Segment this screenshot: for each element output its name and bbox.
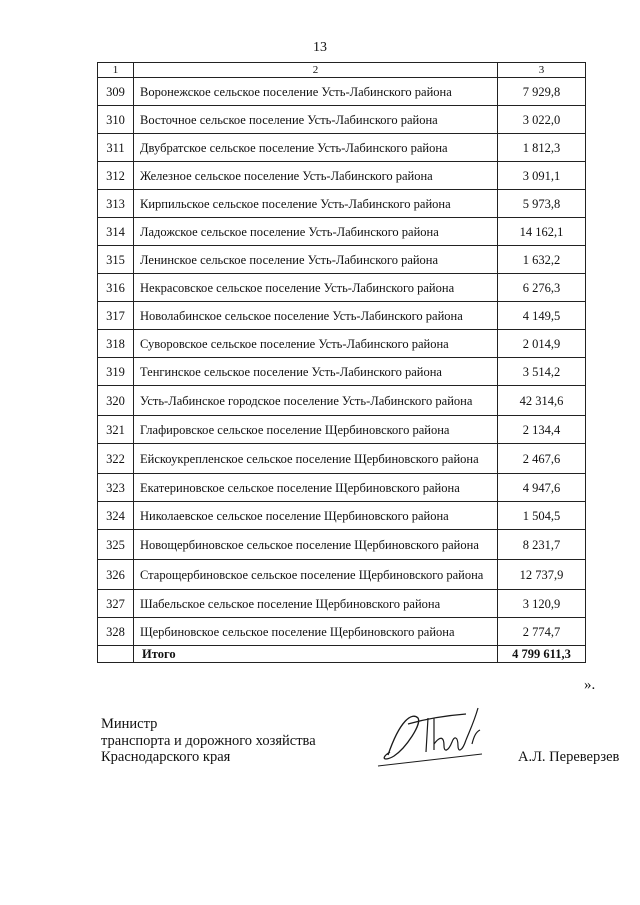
amount-value: 1 504,5 [498, 502, 586, 530]
closing-quote: ». [584, 677, 596, 693]
row-number: 322 [98, 444, 134, 474]
settlement-name: Двубратское сельское поселение Усть-Лабинского района [134, 134, 498, 162]
row-number: 328 [98, 618, 134, 646]
row-number: 321 [98, 416, 134, 444]
row-number: 313 [98, 190, 134, 218]
table-row [98, 560, 586, 590]
settlement-name: Николаевское сельское поселение Щербиновского района [134, 502, 498, 530]
table-row [98, 274, 586, 302]
amount-value: 5 973,8 [498, 190, 586, 218]
table-row [98, 162, 586, 190]
row-number: 320 [98, 386, 134, 416]
column-header-number: 1 [98, 63, 134, 78]
amount-value: 3 120,9 [498, 590, 586, 618]
table-row [98, 474, 586, 502]
row-number: 326 [98, 560, 134, 590]
amount-value: 4 149,5 [498, 302, 586, 330]
table-header-row [98, 63, 586, 78]
column-header-value: 3 [498, 63, 586, 78]
settlement-name: Глафировское сельское поселение Щербиновского района [134, 416, 498, 444]
amount-value: 2 467,6 [498, 444, 586, 474]
signatory-position [101, 716, 316, 766]
amount-value: 42 314,6 [498, 386, 586, 416]
total-row [98, 646, 586, 663]
table-row [98, 190, 586, 218]
page-number: 13 [313, 40, 327, 55]
settlement-name: Железное сельское поселение Усть-Лабинского района [134, 162, 498, 190]
row-number: 315 [98, 246, 134, 274]
amount-value: 3 091,1 [498, 162, 586, 190]
settlement-name: Старощербиновское сельское поселение Щербиновского района [134, 560, 498, 590]
settlement-name: Щербиновское сельское поселение Щербиновского района [134, 618, 498, 646]
amount-value: 2 774,7 [498, 618, 586, 646]
row-number: 324 [98, 502, 134, 530]
table-row [98, 330, 586, 358]
table-row [98, 302, 586, 330]
total-label: Итого [134, 646, 498, 663]
column-header-name: 2 [134, 63, 498, 78]
table-row [98, 134, 586, 162]
table-row [98, 78, 586, 106]
amount-value: 3 022,0 [498, 106, 586, 134]
settlement-name: Новолабинское сельское поселение Усть-Лабинского района [134, 302, 498, 330]
row-number: 311 [98, 134, 134, 162]
settlement-name: Тенгинское сельское поселение Усть-Лабинского района [134, 358, 498, 386]
amount-value: 8 231,7 [498, 530, 586, 560]
table-row [98, 358, 586, 386]
table-row [98, 530, 586, 560]
total-value: 4 799 611,3 [498, 646, 586, 663]
settlement-name: Екатериновское сельское поселение Щербиновского района [134, 474, 498, 502]
amount-value: 1 812,3 [498, 134, 586, 162]
settlement-name: Ленинское сельское поселение Усть-Лабинского района [134, 246, 498, 274]
settlement-name: Шабельское сельское поселение Щербиновского района [134, 590, 498, 618]
amount-value: 4 947,6 [498, 474, 586, 502]
settlement-name: Новощербиновское сельское поселение Щербиновского района [134, 530, 498, 560]
settlement-name: Суворовское сельское поселение Усть-Лабинского района [134, 330, 498, 358]
row-number: 316 [98, 274, 134, 302]
amount-value: 2 014,9 [498, 330, 586, 358]
amount-value: 3 514,2 [498, 358, 586, 386]
row-number: 319 [98, 358, 134, 386]
table-row [98, 218, 586, 246]
amount-value: 14 162,1 [498, 218, 586, 246]
position-line: Краснодарского края [101, 749, 231, 765]
amount-value: 2 134,4 [498, 416, 586, 444]
settlement-name: Кирпильское сельское поселение Усть-Лабинского района [134, 190, 498, 218]
row-number: 323 [98, 474, 134, 502]
amount-value: 12 737,9 [498, 560, 586, 590]
settlement-name: Некрасовское сельское поселение Усть-Лабинского района [134, 274, 498, 302]
row-number: 309 [98, 78, 134, 106]
table-row [98, 416, 586, 444]
signatory-name: А.Л. Переверзев [518, 749, 620, 765]
amount-value: 1 632,2 [498, 246, 586, 274]
table-row [98, 246, 586, 274]
settlement-name: Усть-Лабинское городское поселение Усть-Лабинского района [134, 386, 498, 416]
data-table [97, 62, 586, 663]
row-number: 312 [98, 162, 134, 190]
row-number: 314 [98, 218, 134, 246]
total-empty-cell [98, 646, 134, 663]
settlement-name: Ейскоукрепленское сельское поселение Щербиновского района [134, 444, 498, 474]
row-number: 325 [98, 530, 134, 560]
row-number: 318 [98, 330, 134, 358]
settlement-name: Ладожское сельское поселение Усть-Лабинского района [134, 218, 498, 246]
amount-value: 6 276,3 [498, 274, 586, 302]
table-row [98, 590, 586, 618]
row-number: 310 [98, 106, 134, 134]
table-row [98, 106, 586, 134]
amount-value: 7 929,8 [498, 78, 586, 106]
table-row [98, 444, 586, 474]
position-line: транспорта и дорожного хозяйства [101, 732, 316, 749]
settlement-name: Воронежское сельское поселение Усть-Лабинского района [134, 78, 498, 106]
table-row [98, 386, 586, 416]
settlement-name: Восточное сельское поселение Усть-Лабинского района [134, 106, 498, 134]
row-number: 317 [98, 302, 134, 330]
row-number: 327 [98, 590, 134, 618]
table-row [98, 618, 586, 646]
position-line: Министр [101, 716, 158, 732]
handwritten-signature-icon [370, 700, 520, 770]
table-row [98, 502, 586, 530]
